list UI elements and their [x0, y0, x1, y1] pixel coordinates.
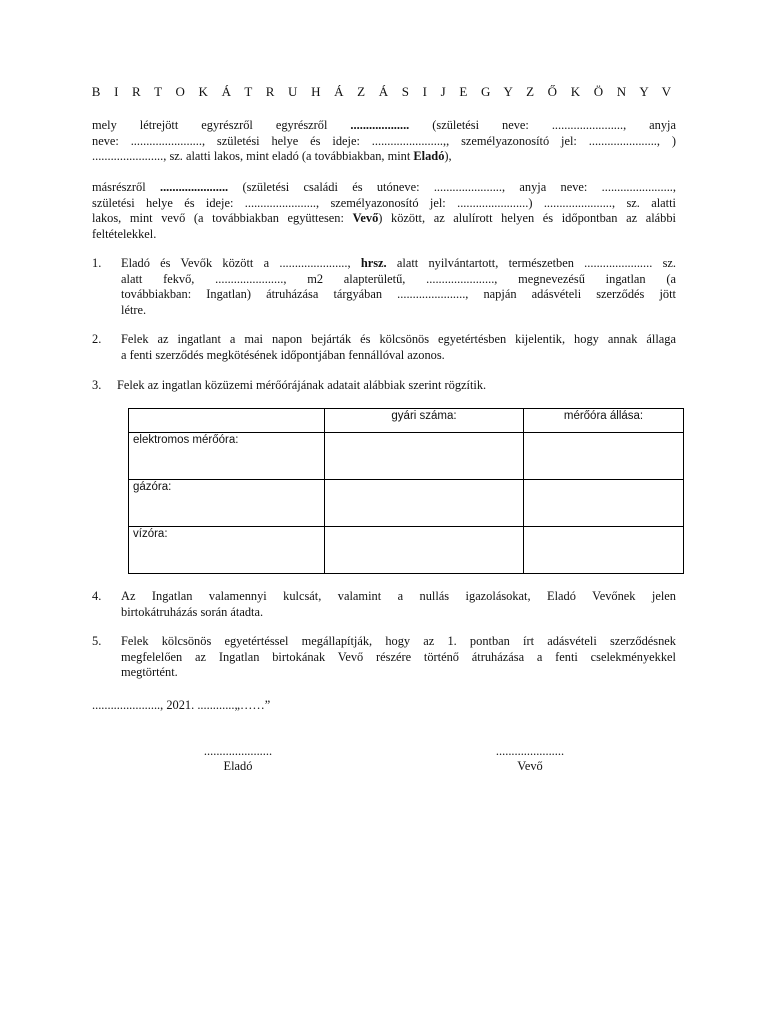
- item-line: létre.: [121, 302, 147, 317]
- item-line: megfelelően az Ingatlan birtokának Vevő részére történő átruházása a fenti cselekményekkel: [121, 649, 676, 664]
- seller-signature: [158, 744, 318, 774]
- date-line: ......................, 2021. ............„……”: [92, 698, 271, 712]
- buyer-signature: [450, 744, 610, 774]
- reading-cell[interactable]: [524, 527, 684, 574]
- item-line: alatt fekvő, ......................, m2 alapterületű, ......................, megnevezésű ingatlan (a: [121, 271, 676, 286]
- document-title: B I R T O K Á T R U H Á Z Á S I J E G Y Z Ő K Ö N Y V: [91, 84, 677, 99]
- seller-line-1: mely létrejött egyrészről egyrészről ................... (születési neve: ......................., anyja: [92, 118, 676, 132]
- buyer-paragraph: [92, 180, 676, 242]
- item-number: 1.: [92, 256, 102, 270]
- meter-table: [128, 408, 684, 574]
- buyer-line-2: születési helye és ideje: ......................., személyazonosító jel: .......................) ......................, sz. alatti: [92, 195, 676, 210]
- meter-label: vízóra:: [129, 527, 325, 574]
- table-header: [129, 409, 325, 433]
- item-number: 4.: [92, 589, 102, 603]
- item-line: Felek az ingatlan közüzemi mérőórájának adatait alábbiak szerint rögzítik.: [117, 378, 487, 392]
- table-header: gyári száma:: [325, 409, 524, 433]
- buyer-line-4: feltételekkel.: [92, 226, 157, 241]
- item-number: 5.: [92, 634, 102, 648]
- item-line: Felek kölcsönös egyetértéssel megállapítják, hogy az 1. pontban írt adásvételi szerződésnek: [121, 634, 676, 648]
- item-line: Az Ingatlan valamennyi kulcsát, valamint a nullás igazolásokat, Eladó Vevőnek jelen: [121, 589, 676, 603]
- buyer-line-1: másrészről ...................... (születési családi és utóneve: ......................, anyja neve: .......................,: [92, 180, 676, 194]
- item-text: [121, 634, 676, 681]
- item-text: [117, 378, 672, 394]
- serial-cell[interactable]: [325, 433, 524, 480]
- table-header: mérőóra állása:: [524, 409, 684, 433]
- table-row: [129, 480, 684, 527]
- table-row: [129, 433, 684, 480]
- reading-cell[interactable]: [524, 480, 684, 527]
- meter-label: gázóra:: [129, 480, 325, 527]
- item-line: birtokátruházás során átadta.: [121, 604, 264, 619]
- signature-label: Eladó: [223, 759, 253, 773]
- serial-cell[interactable]: [325, 480, 524, 527]
- item-line: továbbiakban: Ingatlan) átruházása tárgyában ......................, napján adásvételi szerződés jött: [121, 287, 676, 301]
- table-row: [129, 527, 684, 574]
- reading-cell[interactable]: [524, 433, 684, 480]
- signature-line: ......................: [203, 744, 273, 758]
- item-text: [121, 256, 676, 318]
- meter-label: elektromos mérőóra:: [129, 433, 325, 480]
- buyer-line-3: lakos, mint vevő (a továbbiakban együttesen: Vevő) között, az alulírott helyen és időpontban az alábbi: [92, 211, 676, 225]
- item-text: [121, 332, 676, 363]
- signature-label: Vevő: [517, 759, 543, 773]
- seller-line-3: ......................., sz. alatti lakos, mint eladó (a továbbiakban, mint Eladó),: [92, 149, 452, 163]
- table-header-row: [129, 409, 684, 433]
- signature-line: ......................: [495, 744, 565, 758]
- serial-cell[interactable]: [325, 527, 524, 574]
- item-line: Eladó és Vevők között a ......................, hrsz. alatt nyilvántartott, természetben ...................... sz.: [121, 256, 676, 270]
- item-line: megtörtént.: [121, 665, 178, 679]
- item-number: 3.: [92, 378, 102, 392]
- seller-line-2: neve: ......................., születési helye és ideje: .......................,, személyazonosító jel: ......................, ): [92, 133, 676, 148]
- item-line: Felek az ingatlant a mai napon bejárták és kölcsönös egyetértésben kijelentik, hogy annak állaga: [121, 332, 676, 346]
- item-number: 2.: [92, 332, 102, 346]
- item-text: [121, 589, 676, 620]
- seller-paragraph: [92, 118, 676, 165]
- item-line: a fenti szerződés megkötésének időpontjában fennállóval azonos.: [121, 347, 445, 362]
